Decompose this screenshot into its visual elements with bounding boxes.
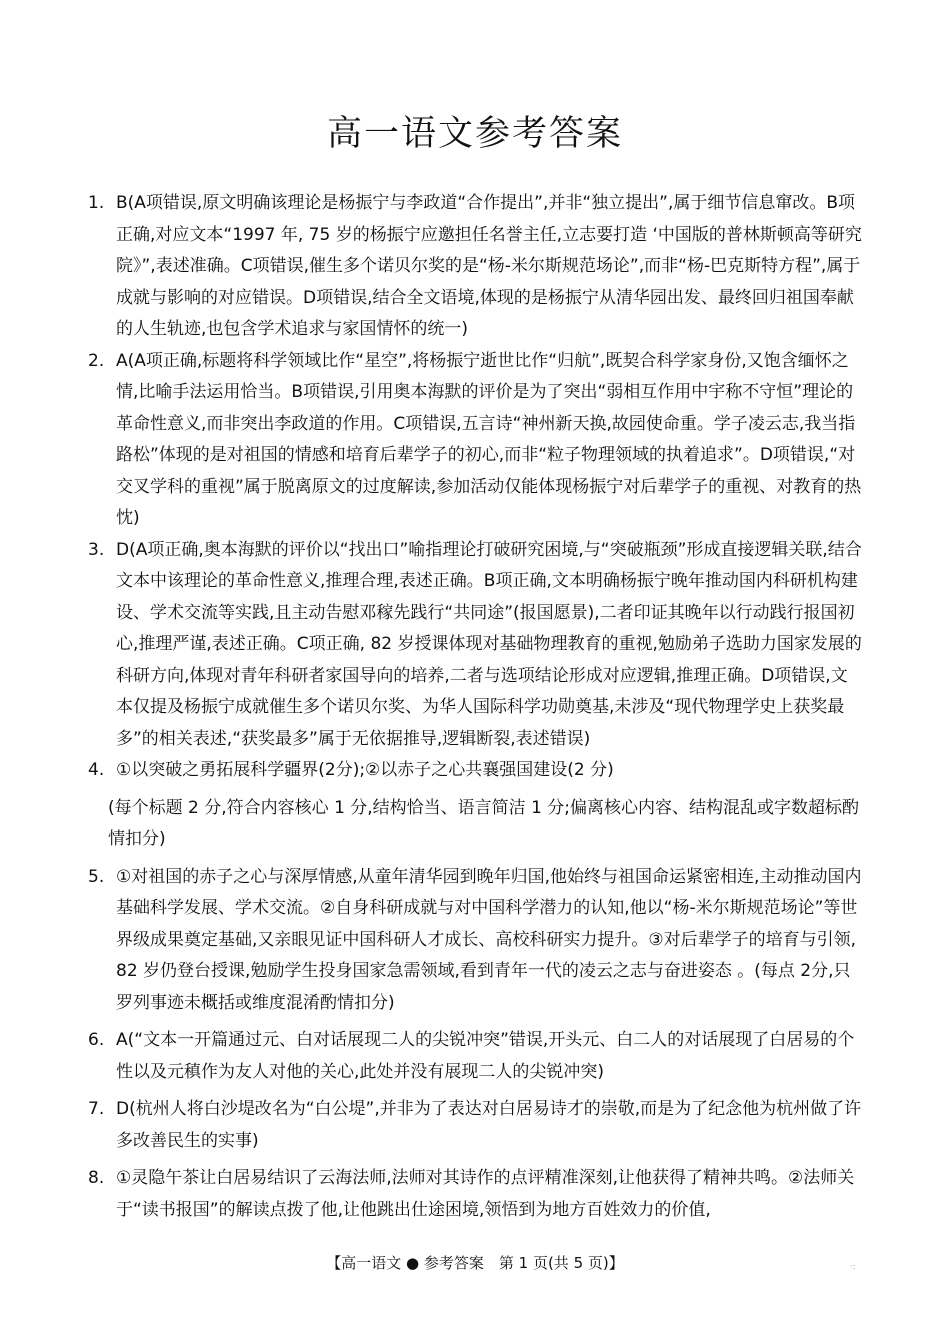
answer-number: 3. — [88, 539, 105, 560]
answer-text: A(“文本一开篇通过元、白对话展现二人的尖锐冲突”错误,开头元、白二人的对话展现了白居易的个性以及元稹作为友人对他的关心,此处并没有展现二人的尖锐冲突) — [116, 1030, 855, 1082]
answer-number: 1. — [88, 193, 105, 213]
answer-number: 7. — [88, 1099, 105, 1119]
answer-number: 6. — [88, 1030, 105, 1050]
answer-text: D(杭州人将白沙堤改名为“白公堤”,并非为了表达对白居易诗才的崇敬,而是为了纪念他为杭州做了许多改善民生的实事) — [116, 1099, 862, 1151]
answer-text: ①以突破之勇拓展科学疆界(2分);②以赤子之心共襄强国建设(2 分) — [116, 760, 614, 780]
answer-item-3 — [88, 535, 863, 756]
answer-text: ①灵隐午茶让白居易结识了云海法师,法师对其诗作的点评精准深刻,让他获得了精神共鸣。②法师关于“读书报国”的解读点拨了他,让他跳出仕途困境,领悟到为地方百姓效力的价值, — [116, 1168, 855, 1220]
answer-number: 8. — [88, 1168, 105, 1188]
answer-item-7 — [88, 1094, 863, 1157]
corner-mark: ·: — [850, 1262, 856, 1271]
page-footer: 【高一语文 ● 参考答案 第 1 页(共 5 页)】 — [326, 1254, 624, 1272]
answer-text: B(A项错误,原文明确该理论是杨振宁与李政道“合作提出”,并非“独立提出”,属于细节信息窜改。B项正确,对应文本“1997 年, 75 岁的杨振宁应邀担任名誉主任,立志要打造 ‘中国版的普林斯顿高等研究院》”,表述准确。C项错误,催生多个诺贝尔奖的是“杨-米尔斯规范场论”,而非“杨-巴克斯特方程”,属于成就与影响的对应错误。D项错误,结合全文语境,体现的是杨振宁从清华园出发、最终回归祖国奉献的人生轨迹,也包含学术追求与家国情怀的统一) — [116, 193, 862, 339]
answer-item-2 — [88, 346, 863, 535]
answer-item-8 — [88, 1163, 863, 1226]
answer-item-4 — [88, 755, 863, 787]
page-title: 高一语文参考答案 — [326, 114, 623, 154]
answer-item-6 — [88, 1025, 863, 1088]
answer-item-1 — [88, 188, 863, 346]
answer-number: 2. — [88, 350, 105, 371]
answer-text: D(A项正确,奥本海默的评价以“找出口”喻指理论打破研究困境,与“突破瓶颈”形成直接逻辑关联,结合文本中该理论的革命性意义,推理合理,表述正确。B项正确,文本明确杨振宁晚年推动国内科研机构建设、学术交流等实践,且主动告慰邓稼先践行“共同途”(报国愿景),二者印证其晚年以行动践行报国初心,推理严谨,表述正确。C项正确, 82 岁授课体现对基础物理教育的重视,勉励弟子选助力国家发展的科研方向,体现对青年科研者家国导向的培养,二者与选项结论形成对应逻辑,推理正确。D项错误,文本仅提及杨振宁成就催生多个诺贝尔奖、为华人国际科学功勋奠基,未涉及“现代物理学史上获奖最多”的相关表述,“获奖最多”属于无依据推导,逻辑断裂,表述错误) — [116, 539, 862, 749]
answer-text: A(A项正确,标题将科学领域比作“星空”,将杨振宁逝世比作“归航”,既契合科学家身份,又饱含缅怀之情,比喻手法运用恰当。B项错误,引用奥本海默的评价是为了突出“弱相互作用中宇称不守恒”理论的革命性意义,而非突出李政道的作用。C项错误,五言诗“神州新天换,故园使命重。学子凌云志,我当指路松”体现的是对祖国的情感和培育后辈学子的初心,而非“粒子物理领域的执着追求”。D项错误,“对交叉学科的重视”属于脱离原文的过度解读,参加活动仅能体现杨振宁对后辈学子的重视、对教育的热忱) — [116, 350, 862, 528]
answer-4-scoring-note: (每个标题 2 分,符合内容核心 1 分,结构恰当、语言简洁 1 分;偏离核心内容、结构混乱或字数超标酌情扣分) — [108, 797, 860, 849]
answer-number: 5. — [88, 866, 105, 887]
answer-text: ①对祖国的赤子之心与深厚情感,从童年清华园到晚年归国,他始终与祖国命运紧密相连,主动推动国内基础科学发展、学术交流。②自身科研成就与对中国科学潜力的认知,他以“杨-米尔斯规范场论”等世界级成果奠定基础,又亲眼见证中国科研人才成长、高校科研实力提升。③对后辈学子的培育与引领, 82 岁仍登台授课,勉励学生投身国家急需领域,看到青年一代的凌云之志与奋进姿态 。(每点 2分,只罗列事迹未概括或维度混淆酌情扣分) — [116, 866, 862, 1013]
answer-item-5 — [88, 862, 863, 1020]
answer-number: 4. — [88, 760, 105, 780]
answer-list — [88, 188, 863, 1226]
